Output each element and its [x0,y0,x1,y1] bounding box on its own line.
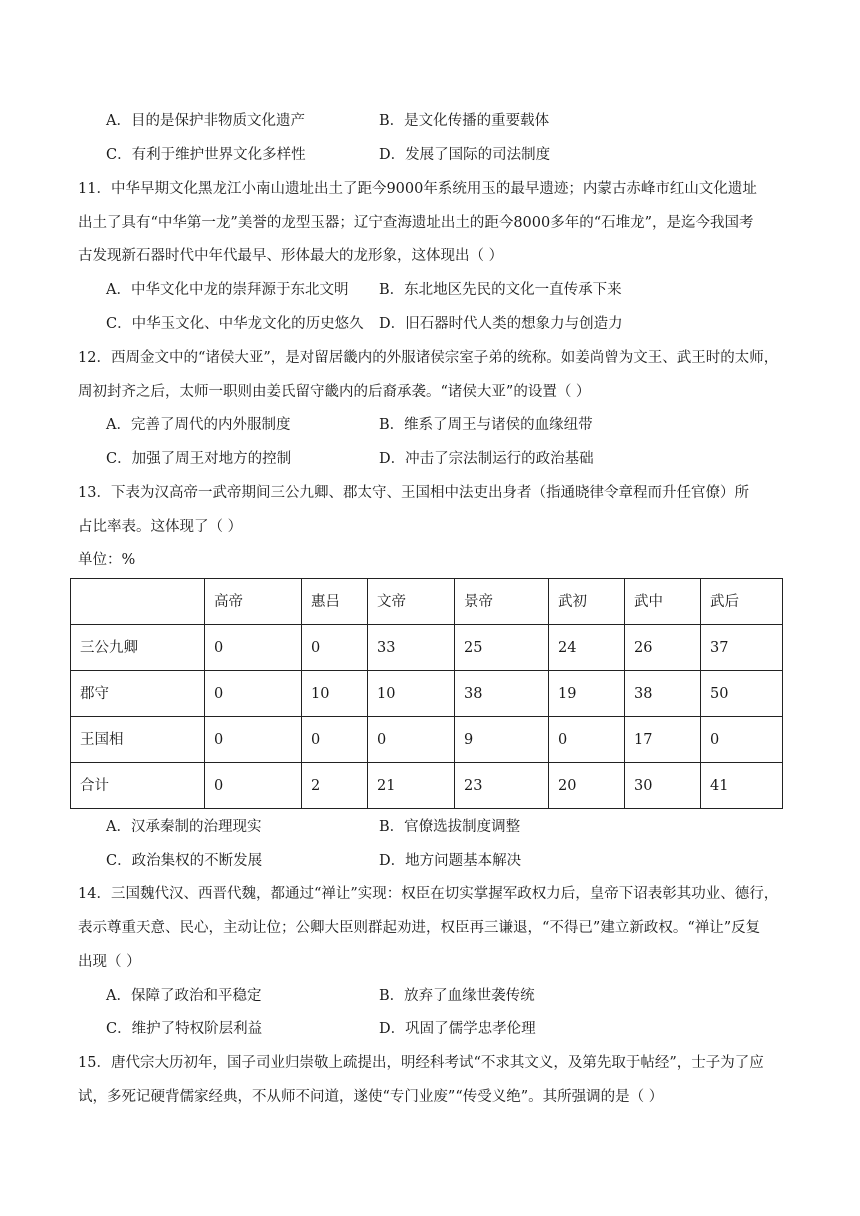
table-cell: 0 [549,717,625,763]
table-cell: 2 [302,763,368,809]
table-header-cell: 武中 [625,579,701,625]
table-header-cell [71,579,205,625]
table-header-cell: 文帝 [368,579,455,625]
table-cell: 0 [205,625,302,671]
table-cell: 三公九卿 [71,625,205,671]
table-cell: 0 [302,717,368,763]
q11-option-d: D．旧石器时代人类的想象力与创造力 [379,316,623,332]
q10-option-b: B．是文化传播的重要载体 [379,113,550,129]
table-row [71,625,783,671]
q13-option-c: C．政治集权的不断发展 [106,853,263,869]
table-cell: 9 [455,717,549,763]
q14-option-a: A．保障了政治和平稳定 [106,988,262,1004]
table-cell: 25 [455,625,549,671]
q11-option-b: B．东北地区先民的文化一直传承下来 [379,282,622,298]
table-header-cell: 高帝 [205,579,302,625]
q12-option-b: B．维系了周王与诸侯的血缘纽带 [379,417,593,433]
table-cell: 郡守 [71,671,205,717]
q15-stem-line-2: 试，多死记硬背儒家经典，不从师不问道，遂使“专门业废”“传受义绝”。其所强调的是（ ） [78,1089,664,1105]
table-header-row [71,579,783,625]
table-cell: 0 [205,717,302,763]
table-cell: 37 [701,625,783,671]
q14-stem-line-1: 14．三国魏代汉、西晋代魏，都通过“禅让”实现：权臣在切实掌握军政权力后，皇帝下诏表彰其功业、德行， [78,886,779,902]
q15-stem-line-1: 15．唐代宗大历初年，国子司业归崇敬上疏提出，明经科考试“不求其文义，及第先取于帖经”，士子为了应 [78,1055,764,1071]
table-cell: 0 [368,717,455,763]
q12-option-a: A．完善了周代的内外服制度 [106,417,291,433]
q10-option-c: C．有利于维护世界文化多样性 [106,147,306,163]
q13-data-table [70,578,783,809]
table-cell: 0 [302,625,368,671]
table-row [71,763,783,809]
q11-stem-line-3: 古发现新石器时代中年代最早、形体最大的龙形象，这体现出（ ） [78,248,504,264]
table-header-cell: 惠吕 [302,579,368,625]
table-cell: 10 [302,671,368,717]
q13-unit-label: 单位：% [78,552,136,568]
table-header-cell: 景帝 [455,579,549,625]
table-cell: 0 [701,717,783,763]
table-cell: 26 [625,625,701,671]
q12-stem-line-2: 周初封齐之后，太师一职则由姜氏留守畿内的后裔承袭。“诸侯大亚”的设置（ ） [78,384,591,400]
q14-option-b: B．放弃了血缘世袭传统 [379,988,535,1004]
q14-option-c: C．维护了特权阶层利益 [106,1021,263,1037]
table-cell: 41 [701,763,783,809]
table-cell: 24 [549,625,625,671]
q11-stem-line-2: 出土了具有“中华第一龙”美誉的龙型玉器；辽宁查海遗址出土的距今8000多年的“石堆龙”，是迄今我国考 [78,215,754,231]
table-cell: 38 [455,671,549,717]
table-cell: 23 [455,763,549,809]
q14-stem-line-3: 出现（ ） [78,954,141,970]
table-cell: 19 [549,671,625,717]
q12-option-c: C．加强了周王对地方的控制 [106,451,292,467]
q13-option-a: A．汉承秦制的治理现实 [106,819,262,835]
table-cell: 0 [205,763,302,809]
q14-stem-line-2: 表示尊重天意、民心，主动让位；公卿大臣则群起劝进，权臣再三谦退，“不得已”建立新政权。“禅让”反复 [78,920,761,936]
q11-option-c: C．中华玉文化、中华龙文化的历史悠久 [106,316,364,332]
q11-stem-line-1: 11．中华早期文化黑龙江小南山遗址出土了距今9000年系统用玉的最早遗迹；内蒙古赤峰市红山文化遗址 [78,181,757,197]
table-cell: 21 [368,763,455,809]
q10-option-a: A．目的是保护非物质文化遗产 [106,113,305,129]
table-header-cell: 武初 [549,579,625,625]
table-cell: 10 [368,671,455,717]
q11-option-a: A．中华文化中龙的崇拜源于东北文明 [106,282,349,298]
q10-option-d: D．发展了国际的司法制度 [379,147,551,163]
q13-option-d: D．地方问题基本解决 [379,853,522,869]
table-cell: 38 [625,671,701,717]
table-header-cell: 武后 [701,579,783,625]
q14-option-d: D．巩固了儒学忠孝伦理 [379,1021,536,1037]
table-cell: 20 [549,763,625,809]
table-row [71,671,783,717]
table-cell: 王国相 [71,717,205,763]
q13-option-b: B．官僚选拔制度调整 [379,819,521,835]
q13-stem-line-1: 13．下表为汉高帝一武帝期间三公九卿、郡太守、王国相中法吏出身者（指通晓律令章程而升任官僚）所 [78,485,749,501]
table-cell: 30 [625,763,701,809]
q12-option-d: D．冲击了宗法制运行的政治基础 [379,451,594,467]
table-cell: 0 [205,671,302,717]
table-cell: 17 [625,717,701,763]
q12-stem-line-1: 12．西周金文中的“诸侯大亚”，是对留居畿内的外服诸侯宗室子弟的统称。如姜尚曾为文王、武王时的太师， [78,350,779,366]
q13-stem-line-2: 占比率表。这体现了（ ） [78,519,243,535]
table-cell: 合计 [71,763,205,809]
table-row [71,717,783,763]
table-cell: 33 [368,625,455,671]
table-cell: 50 [701,671,783,717]
